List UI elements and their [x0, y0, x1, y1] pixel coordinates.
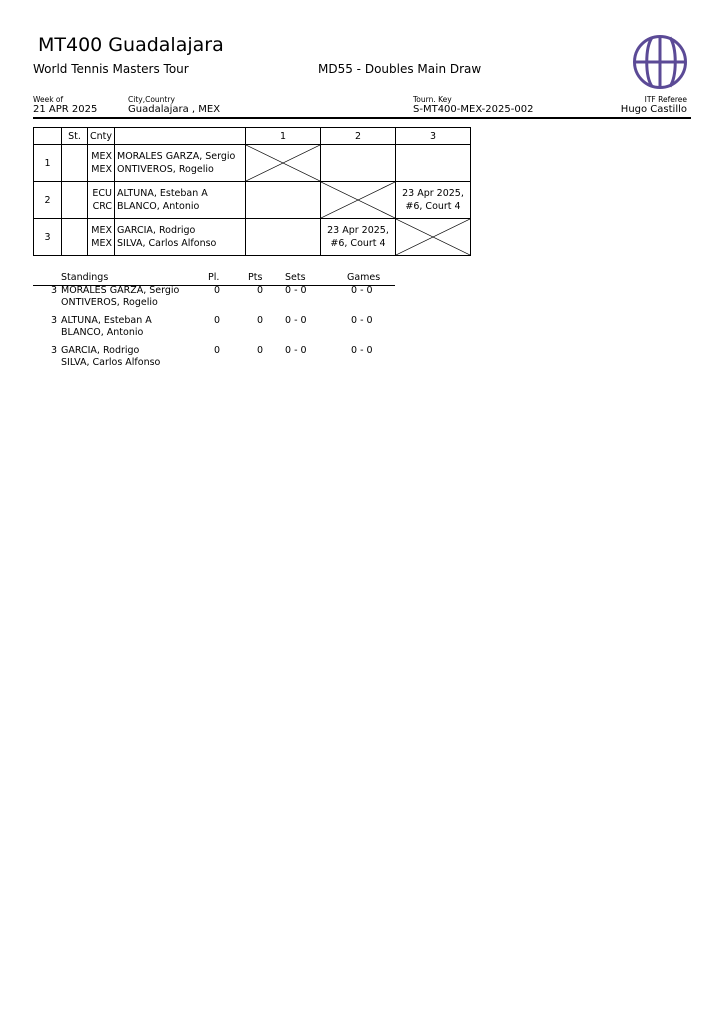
tournament-key-label: Tourn. Key — [413, 95, 452, 104]
week-value: 21 APR 2025 — [33, 104, 98, 115]
points-value: 0 — [257, 345, 264, 356]
player-name: GARCIA, Rodrigo — [61, 345, 140, 356]
games-value: 0 - 0 — [351, 285, 373, 296]
tournament-key-value: S-MT400-MEX-2025-002 — [413, 104, 534, 115]
header-names — [115, 128, 246, 145]
played-value: 0 — [214, 315, 221, 326]
country-cell: MEX MEX — [88, 219, 115, 256]
player-name: ALTUNA, Esteban A — [61, 315, 152, 326]
standings-row — [33, 315, 395, 341]
match-schedule-cell: 23 Apr 2025, #6, Court 4 — [396, 182, 471, 219]
match-cell — [396, 145, 471, 182]
city-value: Guadalajara , MEX — [128, 104, 221, 115]
draw-number: 2 — [34, 182, 62, 219]
standings-header — [33, 272, 395, 286]
tour-name: World Tennis Masters Tour — [33, 62, 189, 76]
header-st: St. — [62, 128, 88, 145]
match-cell — [246, 219, 321, 256]
match-cell — [321, 145, 396, 182]
week-label: Week of — [33, 95, 64, 104]
country-cell: ECU CRC — [88, 182, 115, 219]
match-schedule-cell: 23 Apr 2025, #6, Court 4 — [321, 219, 396, 256]
sets-header: Sets — [285, 272, 306, 283]
self-match-cross — [246, 145, 321, 182]
rank: 3 — [51, 345, 58, 356]
table-row — [34, 145, 471, 182]
table-row — [34, 219, 471, 256]
city-label: City,Country — [128, 95, 175, 104]
header-col-3: 3 — [396, 128, 471, 145]
referee-label: ITF Referee — [644, 95, 687, 104]
points-header: Pts — [248, 272, 263, 283]
header-cnty: Cnty — [88, 128, 115, 145]
team-names-cell: MORALES GARZA, Sergio ONTIVEROS, Rogelio — [115, 145, 246, 182]
points-value: 0 — [257, 315, 264, 326]
round-robin-table — [33, 127, 471, 256]
draw-number: 1 — [34, 145, 62, 182]
event-name: MD55 - Doubles Main Draw — [318, 62, 482, 76]
team-names-cell: GARCIA, Rodrigo SILVA, Carlos Alfonso — [115, 219, 246, 256]
table-header-row — [34, 128, 471, 145]
played-header: Pl. — [208, 272, 220, 283]
tennis-ball-logo-icon — [632, 34, 688, 90]
games-value: 0 - 0 — [351, 345, 373, 356]
player-name: SILVA, Carlos Alfonso — [61, 357, 161, 368]
sets-value: 0 - 0 — [285, 285, 307, 296]
seed-cell — [62, 182, 88, 219]
country-cell: MEX MEX — [88, 145, 115, 182]
header-num — [34, 128, 62, 145]
player-name: MORALES GARZA, Sergio — [61, 285, 180, 296]
games-value: 0 - 0 — [351, 315, 373, 326]
rank: 3 — [51, 315, 58, 326]
played-value: 0 — [214, 345, 221, 356]
team-names-cell: ALTUNA, Esteban A BLANCO, Antonio — [115, 182, 246, 219]
sets-value: 0 - 0 — [285, 345, 307, 356]
played-value: 0 — [214, 285, 221, 296]
self-match-cross — [321, 182, 396, 219]
player-name: BLANCO, Antonio — [61, 327, 144, 338]
standings-label: Standings — [61, 272, 109, 283]
draw-number: 3 — [34, 219, 62, 256]
header-col-2: 2 — [321, 128, 396, 145]
referee-value: Hugo Castillo — [620, 104, 687, 115]
match-cell — [246, 182, 321, 219]
standings-row — [33, 285, 395, 311]
tournament-title: MT400 Guadalajara — [38, 34, 224, 56]
player-name: ONTIVEROS, Rogelio — [61, 297, 158, 308]
points-value: 0 — [257, 285, 264, 296]
header-col-1: 1 — [246, 128, 321, 145]
rank: 3 — [51, 285, 58, 296]
self-match-cross — [396, 219, 471, 256]
standings-row — [33, 345, 395, 371]
header-rule — [33, 117, 691, 119]
games-header: Games — [347, 272, 381, 283]
seed-cell — [62, 145, 88, 182]
seed-cell — [62, 219, 88, 256]
table-row — [34, 182, 471, 219]
sets-value: 0 - 0 — [285, 315, 307, 326]
